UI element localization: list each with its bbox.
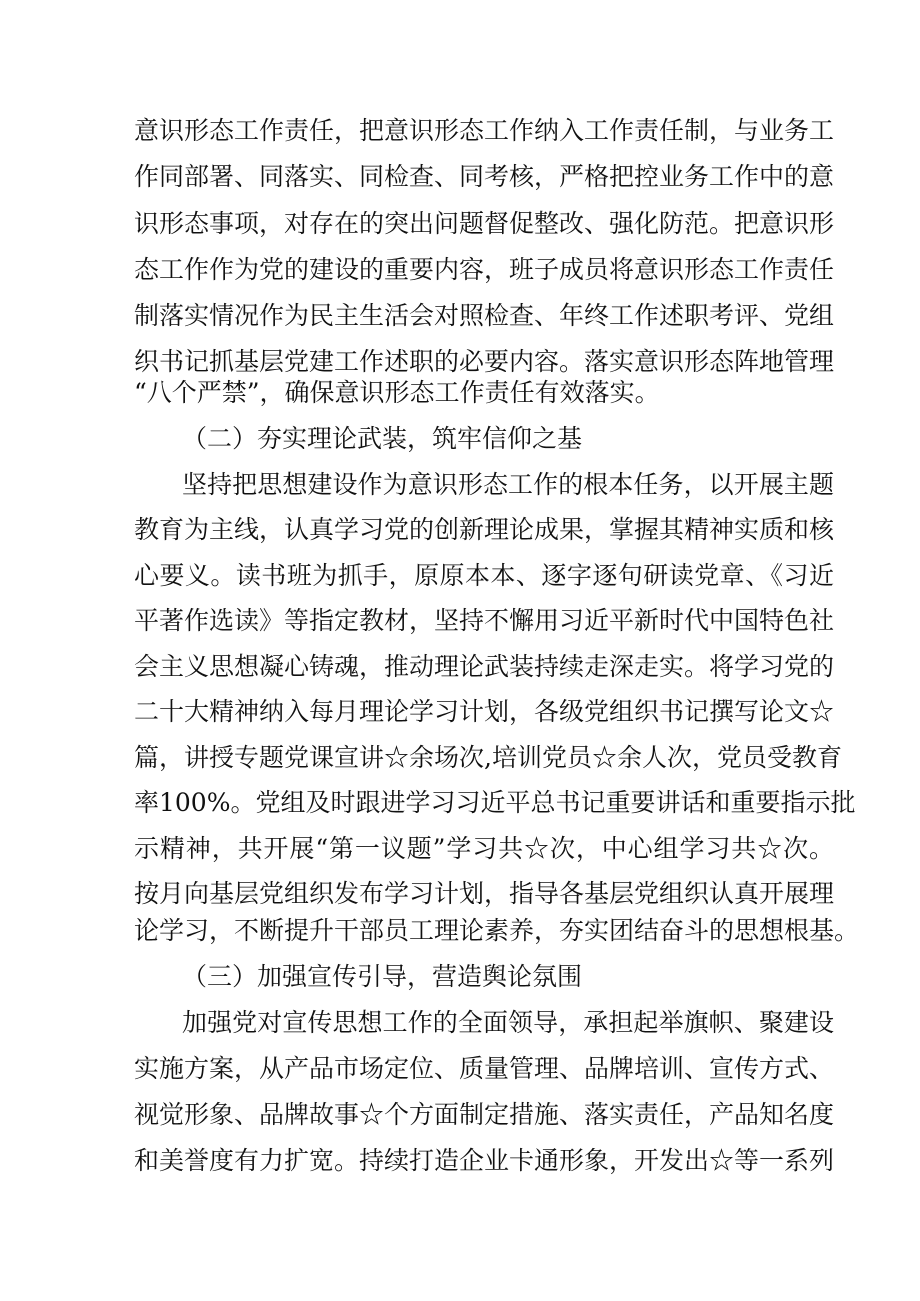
section-heading: （三）加强宣传引导，营造舆论氛围 [182,962,583,991]
body-text-line: 平著作选读》等指定教材，坚持不懈用习近平新时代中国特色社 [134,606,835,635]
body-text-line: 视觉形象、品牌故事☆个方面制定措施、落实责任，产品知名度 [134,1100,835,1129]
body-text-line: 制落实情况作为民主生活会对照检查、年终工作述职考评、党组 [134,301,835,330]
body-text-line: 二十大精神纳入每月理论学习计划，各级党组织书记撰写论文☆ [134,697,835,726]
body-text-line: 实施方案，从产品市场定位、质量管理、品牌培训、宣传方式、 [134,1054,835,1083]
body-text-line: 按月向基层党组织发布学习计划，指导各基层党组织认真开展理 [134,879,835,908]
body-text-line: 心要义。读书班为抓手，原原本本、逐字逐句研读党章、《习近 [134,561,834,590]
body-text-line: 织书记抓基层党建工作述职的必要内容。落实意识形态阵地管理 [134,347,835,376]
body-text-line: “八个严禁”，确保意识形态工作责任有效落实。 [134,378,660,407]
body-text-line: 会主义思想凝心铸魂，推动理论武装持续走深走实。将学习党的 [134,652,835,681]
body-text-line: 教育为主线，认真学习党的创新理论成果，掌握其精神实质和核 [134,515,835,544]
body-text-line: 论学习，不断提升干部员工理论素养，夯实团结奋斗的思想根基。 [134,916,860,945]
body-text-line: 篇，讲授专题党课宣讲☆余场次,培训党员☆余人次，党员受教育 [134,743,842,772]
body-text-line: 率100%。党组及时跟进学习习近平总书记重要讲话和重要指示批 [134,788,856,817]
body-text-line: 加强党对宣传思想工作的全面领导，承担起举旗帜、聚建设 [182,1008,834,1037]
body-text-line: 作同部署、同落实、同检查、同考核，严格把控业务工作中的意 [134,162,835,191]
section-heading: （二）夯实理论武装，筑牢信仰之基 [182,424,583,453]
body-text-line: 示精神，共开展“第一议题”学习共☆次，中心组学习共☆次。 [134,834,834,863]
body-text-line: 和美誉度有力扩宽。持续打造企业卡通形象，开发出☆等一系列 [134,1146,835,1175]
body-text-line: 态工作作为党的建设的重要内容，班子成员将意识形态工作责任 [134,255,835,284]
body-text-line: 坚持把思想建设作为意识形态工作的根本任务，以开展主题 [182,470,834,499]
body-text-line: 识形态事项，对存在的突出问题督促整改、强化防范。把意识形 [134,209,835,238]
body-text-line: 意识形态工作责任，把意识形态工作纳入工作责任制，与业务工 [134,116,835,145]
